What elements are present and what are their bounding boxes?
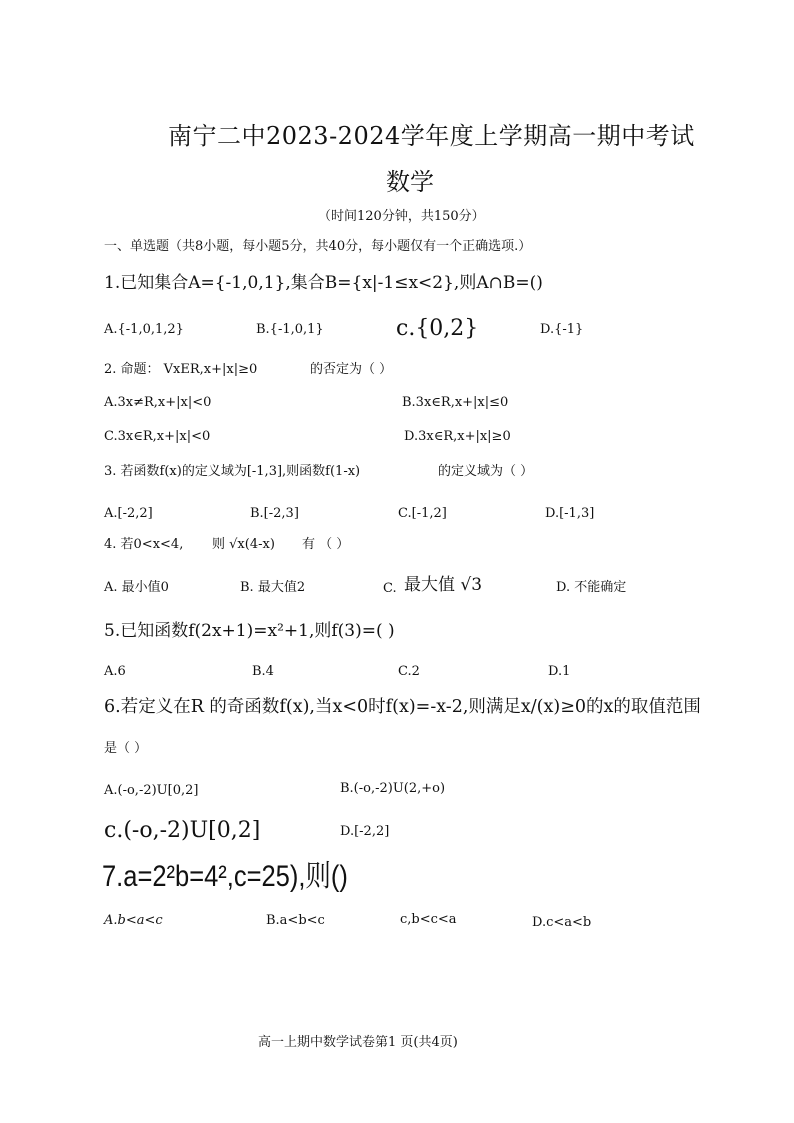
question-4-option-d: D. 不能确定 <box>556 580 627 595</box>
question-3-option-a: A.[-2,2] <box>104 506 153 521</box>
exam-title: 南宁二中2023-2024学年度上学期高一期中考试 <box>168 122 695 150</box>
question-7-option-a: A.b<a<c <box>104 913 163 928</box>
question-1-option-b: B.{-1,0,1} <box>256 322 324 337</box>
question-4-option-b: B. 最大值2 <box>240 580 306 595</box>
question-4-option-c-label: C. <box>383 581 397 596</box>
question-7-option-b: B.a<b<c <box>266 913 325 928</box>
question-6-option-c: c.(-o,-2)U[0,2] <box>104 818 261 843</box>
question-2-option-d: D.3x∈R,x+|x|≥0 <box>404 429 511 444</box>
question-4-stem: 4. 若0<x<4, <box>104 537 184 552</box>
question-2-option-b: B.3x∈R,x+|x|≤0 <box>402 395 509 410</box>
question-6-option-b: B.(-o,-2)U(2,+o) <box>340 781 446 796</box>
question-5-option-a: A.6 <box>104 664 126 679</box>
question-4-option-a: A. 最小值0 <box>104 580 169 595</box>
question-2-option-a: A.3x≠R,x+|x|<0 <box>104 395 212 410</box>
question-1-option-a: A.{-1,0,1,2} <box>104 322 184 337</box>
question-6-stem-continued: 是（ ） <box>104 741 148 756</box>
subject-title: 数学 <box>386 168 434 196</box>
question-2-stem-suffix: 的否定为（ ） <box>310 362 393 377</box>
question-3-stem: 3. 若函数f(x)的定义域为[-1,3],则函数f(1-x) <box>104 464 361 479</box>
question-4-stem-suffix: 有 （ ） <box>302 537 350 552</box>
question-4-stem-expression: 则 √x(4-x) <box>212 537 275 552</box>
question-3-option-b: B.[-2,3] <box>250 506 299 521</box>
question-3-stem-suffix: 的定义域为（ ） <box>438 464 534 479</box>
question-4-option-c: 最大值 √3 <box>404 575 483 595</box>
question-5-option-c: C.2 <box>398 664 420 679</box>
question-1-stem: 1.已知集合A={-1,0,1},集合B={x|-1≤x<2},则A∩B=() <box>104 273 543 293</box>
time-note: （时间120分钟，共150分） <box>318 209 485 224</box>
section-heading: 一、单选题（共8小题，每小题5分，共40分，每小题仅有一个正确选项.） <box>104 239 532 254</box>
question-7-option-d: D.c<a<b <box>532 915 592 930</box>
page-footer: 高一上期中数学试卷第1 页(共4页) <box>258 1035 458 1050</box>
question-3-option-c: C.[-1,2] <box>398 506 447 521</box>
question-5-stem: 5.已知函数f(2x+1)=x²+1,则f(3)=( ) <box>104 621 395 641</box>
question-7-option-c: c,b<c<a <box>400 912 457 927</box>
question-2-option-c: C.3x∈R,x+|x|<0 <box>104 429 211 444</box>
question-6-option-a: A.(-o,-2)U[0,2] <box>104 783 199 798</box>
question-5-option-d: D.1 <box>548 664 571 679</box>
question-6-option-d: D.[-2,2] <box>340 824 390 839</box>
question-3-option-d: D.[-1,3] <box>545 506 595 521</box>
question-5-option-b: B.4 <box>252 664 274 679</box>
question-1-option-d: D.{-1} <box>540 322 584 337</box>
question-7-stem: 7.a=2²b=4²,c=25),则() <box>102 860 348 893</box>
question-6-stem: 6.若定义在R 的奇函数f(x),当x<0时f(x)=-x-2,则满足x/(x)≥0的x的取值范围 <box>104 697 701 717</box>
question-1-option-c: c.{0,2} <box>396 316 479 341</box>
question-2-stem: 2. 命题： VxER,x+|x|≥0 <box>104 362 258 377</box>
